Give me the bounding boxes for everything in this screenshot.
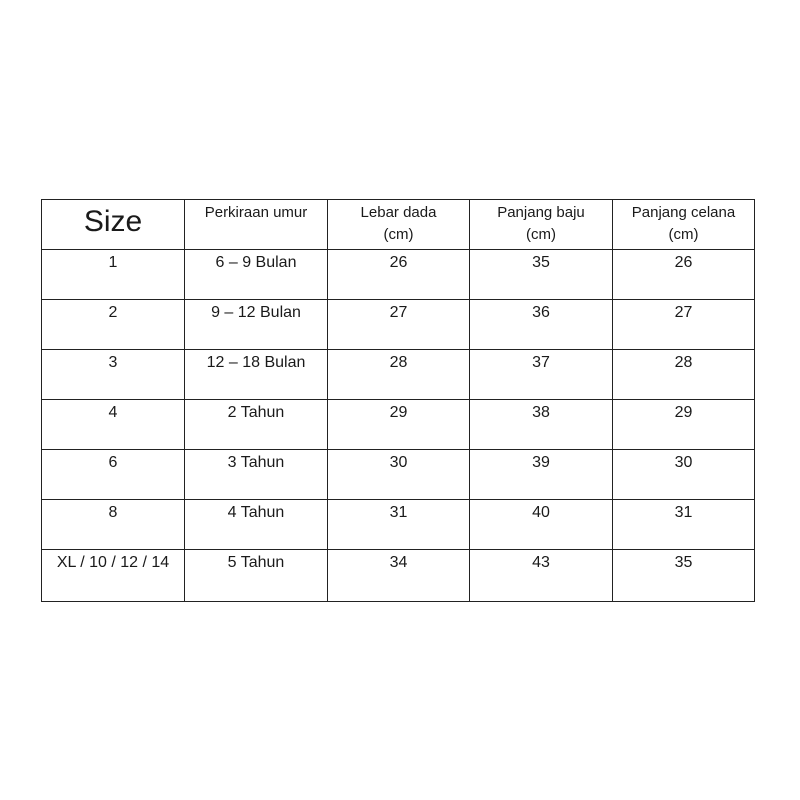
cell-shirt-length: 35 (470, 250, 613, 300)
header-panjang-celana-unit: (cm) (668, 226, 699, 243)
table-row (42, 550, 755, 602)
header-panjang-celana (613, 200, 755, 250)
header-panjang-baju (470, 200, 613, 250)
cell-size: 2 (42, 300, 185, 350)
cell-shirt-length: 37 (470, 350, 613, 400)
cell-pants-length: 26 (613, 250, 755, 300)
table-row (42, 500, 755, 550)
cell-pants-length: 31 (613, 500, 755, 550)
cell-age: 6 – 9 Bulan (185, 250, 328, 300)
table-row (42, 350, 755, 400)
cell-pants-length: 29 (613, 400, 755, 450)
cell-age: 5 Tahun (185, 550, 328, 602)
header-panjang-baju-unit: (cm) (526, 226, 556, 243)
cell-size: 4 (42, 400, 185, 450)
cell-pants-length: 30 (613, 450, 755, 500)
header-lebar-dada-unit: (cm) (383, 226, 414, 243)
header-row (42, 200, 755, 250)
cell-chest: 31 (328, 500, 470, 550)
cell-pants-length: 35 (613, 550, 755, 602)
table-row (42, 450, 755, 500)
header-perkiraan-umur-label: Perkiraan umur (204, 204, 308, 221)
cell-shirt-length: 39 (470, 450, 613, 500)
header-perkiraan-umur (185, 200, 328, 250)
cell-age: 4 Tahun (185, 500, 328, 550)
cell-pants-length: 27 (613, 300, 755, 350)
table-row (42, 300, 755, 350)
cell-chest: 27 (328, 300, 470, 350)
cell-age: 3 Tahun (185, 450, 328, 500)
cell-chest: 26 (328, 250, 470, 300)
cell-chest: 28 (328, 350, 470, 400)
header-size-label: Size (83, 205, 143, 238)
table-row (42, 400, 755, 450)
header-panjang-celana-label: Panjang celana (631, 204, 736, 221)
cell-chest: 30 (328, 450, 470, 500)
header-panjang-baju-label: Panjang baju (497, 204, 585, 221)
size-chart-table (41, 199, 755, 602)
header-size (42, 200, 185, 250)
cell-age: 12 – 18 Bulan (185, 350, 328, 400)
cell-chest: 34 (328, 550, 470, 602)
cell-chest: 29 (328, 400, 470, 450)
cell-age: 2 Tahun (185, 400, 328, 450)
header-lebar-dada-label: Lebar dada (360, 204, 437, 221)
cell-age: 9 – 12 Bulan (185, 300, 328, 350)
header-lebar-dada (328, 200, 470, 250)
cell-pants-length: 28 (613, 350, 755, 400)
cell-shirt-length: 40 (470, 500, 613, 550)
cell-shirt-length: 38 (470, 400, 613, 450)
cell-size: 6 (42, 450, 185, 500)
cell-size: 3 (42, 350, 185, 400)
cell-shirt-length: 36 (470, 300, 613, 350)
cell-size: 8 (42, 500, 185, 550)
table-row (42, 250, 755, 300)
cell-size: 1 (42, 250, 185, 300)
cell-shirt-length: 43 (470, 550, 613, 602)
cell-size: XL / 10 / 12 / 14 (42, 550, 185, 602)
